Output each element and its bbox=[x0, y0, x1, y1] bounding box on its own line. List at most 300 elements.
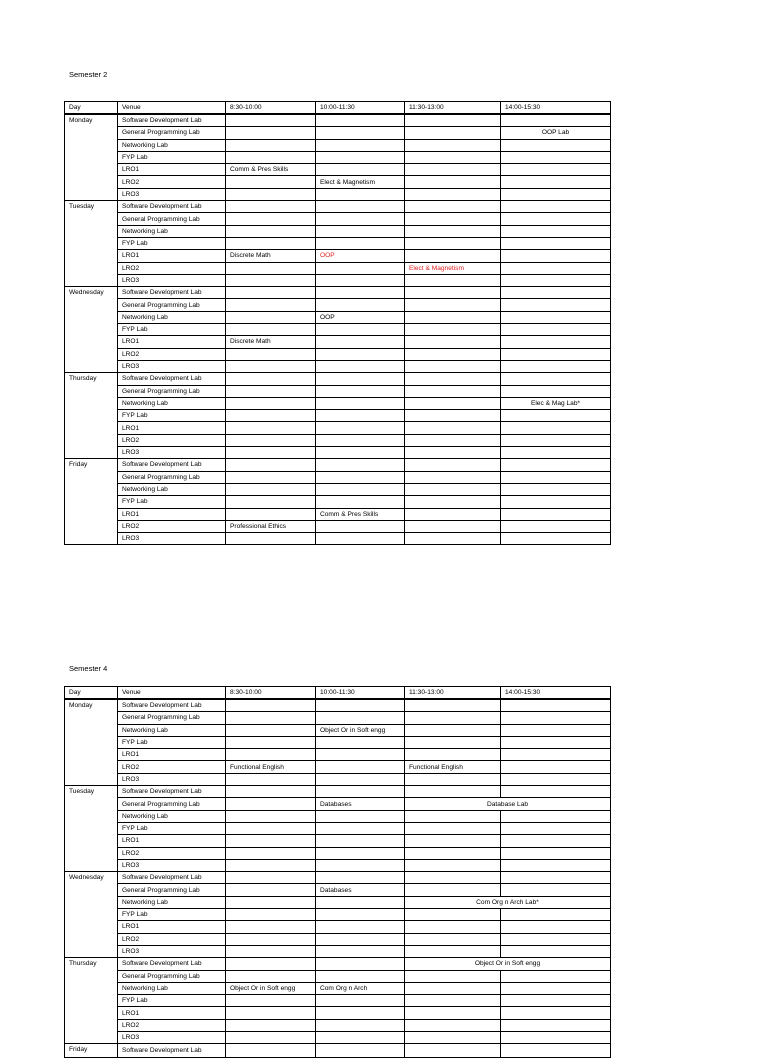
table-row bbox=[65, 127, 611, 139]
empty-cell bbox=[226, 995, 316, 1007]
empty-cell bbox=[226, 459, 316, 471]
venue-cell: General Programming Lab bbox=[118, 213, 226, 225]
venue-cell: FYP Lab bbox=[118, 151, 226, 163]
table-row bbox=[65, 1044, 611, 1057]
empty-cell bbox=[405, 847, 501, 859]
empty-cell bbox=[405, 835, 501, 847]
empty-cell bbox=[405, 712, 501, 724]
empty-cell bbox=[226, 151, 316, 163]
venue-cell: Software Development Lab bbox=[118, 114, 226, 127]
empty-cell bbox=[316, 483, 405, 495]
empty-cell bbox=[316, 933, 405, 945]
empty-cell bbox=[226, 311, 316, 323]
empty-cell bbox=[316, 324, 405, 336]
day-cell: Wednesday bbox=[65, 872, 118, 958]
empty-cell bbox=[226, 724, 316, 736]
empty-cell bbox=[316, 736, 405, 748]
header-cell: 10:00-11:30 bbox=[316, 687, 405, 700]
table-row bbox=[65, 201, 611, 213]
table-row bbox=[65, 995, 611, 1007]
empty-cell bbox=[226, 225, 316, 237]
venue-cell: FYP Lab bbox=[118, 822, 226, 834]
empty-cell bbox=[501, 859, 611, 871]
table-row bbox=[65, 749, 611, 761]
table-row bbox=[65, 385, 611, 397]
venue-cell: FYP Lab bbox=[118, 909, 226, 921]
venue-cell: LRO1 bbox=[118, 921, 226, 933]
empty-cell bbox=[405, 859, 501, 871]
empty-cell bbox=[405, 982, 501, 994]
empty-cell bbox=[226, 410, 316, 422]
empty-cell bbox=[501, 970, 611, 982]
day-cell: Tuesday bbox=[65, 201, 118, 287]
table-row bbox=[65, 373, 611, 385]
class-cell: Object Or in Soft engg bbox=[405, 958, 611, 970]
venue-cell: General Programming Lab bbox=[118, 299, 226, 311]
class-cell: Object Or in Soft engg bbox=[316, 724, 405, 736]
empty-cell bbox=[501, 360, 611, 372]
empty-cell bbox=[316, 188, 405, 200]
class-cell: Comm & Pres Skills bbox=[316, 508, 405, 520]
table-row bbox=[65, 982, 611, 994]
table-row bbox=[65, 176, 611, 188]
empty-cell bbox=[405, 385, 501, 397]
venue-cell: Networking Lab bbox=[118, 311, 226, 323]
empty-cell bbox=[405, 810, 501, 822]
venue-cell: LRO2 bbox=[118, 761, 226, 773]
header-cell: 14:00-15:30 bbox=[501, 687, 611, 700]
empty-cell bbox=[405, 410, 501, 422]
empty-cell bbox=[501, 237, 611, 249]
empty-cell bbox=[226, 237, 316, 249]
empty-cell bbox=[316, 348, 405, 360]
empty-cell bbox=[405, 786, 501, 798]
empty-cell bbox=[405, 176, 501, 188]
table-row bbox=[65, 520, 611, 532]
empty-cell bbox=[226, 188, 316, 200]
empty-cell bbox=[226, 822, 316, 834]
venue-cell: LRO3 bbox=[118, 945, 226, 957]
venue-cell: LRO2 bbox=[118, 933, 226, 945]
empty-cell bbox=[316, 749, 405, 761]
empty-cell bbox=[316, 201, 405, 213]
empty-cell bbox=[226, 798, 316, 810]
venue-cell: General Programming Lab bbox=[118, 385, 226, 397]
empty-cell bbox=[226, 847, 316, 859]
day-cell: Thursday bbox=[65, 373, 118, 459]
empty-cell bbox=[316, 909, 405, 921]
empty-cell bbox=[405, 213, 501, 225]
empty-cell bbox=[501, 749, 611, 761]
empty-cell bbox=[501, 151, 611, 163]
table-row bbox=[65, 434, 611, 446]
empty-cell bbox=[501, 1019, 611, 1031]
venue-cell: LRO3 bbox=[118, 447, 226, 459]
empty-cell bbox=[316, 237, 405, 249]
empty-cell bbox=[405, 114, 501, 127]
venue-cell: LRO1 bbox=[118, 164, 226, 176]
empty-cell bbox=[316, 822, 405, 834]
empty-cell bbox=[405, 909, 501, 921]
empty-cell bbox=[226, 385, 316, 397]
empty-cell bbox=[226, 447, 316, 459]
empty-cell bbox=[405, 164, 501, 176]
table-row bbox=[65, 299, 611, 311]
empty-cell bbox=[226, 299, 316, 311]
table-row bbox=[65, 798, 611, 810]
day-group-tuesday bbox=[65, 201, 611, 287]
empty-cell bbox=[226, 262, 316, 274]
empty-cell bbox=[405, 434, 501, 446]
table-row bbox=[65, 1032, 611, 1044]
table-row bbox=[65, 884, 611, 896]
empty-cell bbox=[316, 1019, 405, 1031]
empty-cell bbox=[226, 970, 316, 982]
empty-cell bbox=[405, 773, 501, 785]
class-cell: Professional Ethics bbox=[226, 520, 316, 532]
venue-cell: FYP Lab bbox=[118, 736, 226, 748]
venue-cell: LRO1 bbox=[118, 250, 226, 262]
empty-cell bbox=[226, 471, 316, 483]
empty-cell bbox=[501, 786, 611, 798]
venue-cell: Software Development Lab bbox=[118, 958, 226, 970]
empty-cell bbox=[226, 1032, 316, 1044]
table-row bbox=[65, 786, 611, 798]
day-group-wednesday bbox=[65, 287, 611, 373]
empty-cell bbox=[501, 736, 611, 748]
table-row bbox=[65, 533, 611, 545]
semester-2-timetable bbox=[64, 101, 611, 545]
empty-cell bbox=[405, 496, 501, 508]
empty-cell bbox=[501, 810, 611, 822]
venue-cell: Networking Lab bbox=[118, 397, 226, 409]
table-row bbox=[65, 1007, 611, 1019]
empty-cell bbox=[226, 348, 316, 360]
table-row bbox=[65, 872, 611, 884]
empty-cell bbox=[316, 1007, 405, 1019]
empty-cell bbox=[226, 324, 316, 336]
empty-cell bbox=[501, 422, 611, 434]
empty-cell bbox=[501, 1007, 611, 1019]
empty-cell bbox=[405, 274, 501, 286]
day-group-thursday bbox=[65, 373, 611, 459]
empty-cell bbox=[316, 712, 405, 724]
table-row bbox=[65, 508, 611, 520]
venue-cell: LRO2 bbox=[118, 847, 226, 859]
empty-cell bbox=[501, 483, 611, 495]
empty-cell bbox=[501, 835, 611, 847]
class-cell: OOP bbox=[316, 250, 405, 262]
empty-cell bbox=[405, 422, 501, 434]
venue-cell: LRO2 bbox=[118, 434, 226, 446]
empty-cell bbox=[316, 1044, 405, 1057]
empty-cell bbox=[405, 945, 501, 957]
venue-cell: Networking Lab bbox=[118, 810, 226, 822]
class-cell: Databases bbox=[316, 798, 405, 810]
empty-cell bbox=[316, 699, 405, 712]
empty-cell bbox=[316, 422, 405, 434]
empty-cell bbox=[226, 422, 316, 434]
table-row bbox=[65, 225, 611, 237]
empty-cell bbox=[501, 1044, 611, 1057]
empty-cell bbox=[316, 164, 405, 176]
empty-cell bbox=[226, 508, 316, 520]
empty-cell bbox=[316, 410, 405, 422]
empty-cell bbox=[405, 995, 501, 1007]
empty-cell bbox=[405, 1032, 501, 1044]
empty-cell bbox=[501, 761, 611, 773]
empty-cell bbox=[405, 1007, 501, 1019]
table-row bbox=[65, 724, 611, 736]
empty-cell bbox=[501, 884, 611, 896]
empty-cell bbox=[405, 250, 501, 262]
table-row bbox=[65, 360, 611, 372]
day-group-friday bbox=[65, 459, 611, 545]
empty-cell bbox=[226, 859, 316, 871]
table-row bbox=[65, 250, 611, 262]
empty-cell bbox=[316, 114, 405, 127]
empty-cell bbox=[316, 151, 405, 163]
class-cell: Databases bbox=[316, 884, 405, 896]
empty-cell bbox=[226, 483, 316, 495]
empty-cell bbox=[226, 127, 316, 139]
venue-cell: FYP Lab bbox=[118, 237, 226, 249]
class-cell: Elec & Mag Lab* bbox=[501, 397, 611, 409]
table-row bbox=[65, 933, 611, 945]
venue-cell: LRO3 bbox=[118, 533, 226, 545]
empty-cell bbox=[226, 533, 316, 545]
class-cell: Com Org n Arch bbox=[316, 982, 405, 994]
empty-cell bbox=[405, 237, 501, 249]
empty-cell bbox=[316, 872, 405, 884]
empty-cell bbox=[501, 434, 611, 446]
table-row bbox=[65, 483, 611, 495]
empty-cell bbox=[405, 520, 501, 532]
venue-cell: Software Development Lab bbox=[118, 699, 226, 712]
empty-cell bbox=[316, 287, 405, 299]
table-row bbox=[65, 114, 611, 127]
empty-cell bbox=[405, 736, 501, 748]
empty-cell bbox=[405, 699, 501, 712]
empty-cell bbox=[405, 127, 501, 139]
class-cell: OOP bbox=[316, 311, 405, 323]
venue-cell: Software Development Lab bbox=[118, 459, 226, 471]
empty-cell bbox=[226, 921, 316, 933]
table-row bbox=[65, 447, 611, 459]
empty-cell bbox=[405, 483, 501, 495]
venue-cell: Software Development Lab bbox=[118, 287, 226, 299]
header-cell: Day bbox=[65, 102, 118, 115]
venue-cell: General Programming Lab bbox=[118, 471, 226, 483]
venue-cell: LRO1 bbox=[118, 508, 226, 520]
empty-cell bbox=[316, 274, 405, 286]
empty-cell bbox=[226, 213, 316, 225]
table-row bbox=[65, 422, 611, 434]
empty-cell bbox=[316, 434, 405, 446]
table-row bbox=[65, 213, 611, 225]
venue-cell: LRO3 bbox=[118, 1032, 226, 1044]
empty-cell bbox=[501, 982, 611, 994]
empty-cell bbox=[316, 958, 405, 970]
table-row bbox=[65, 397, 611, 409]
empty-cell bbox=[405, 749, 501, 761]
empty-cell bbox=[226, 287, 316, 299]
empty-cell bbox=[316, 336, 405, 348]
venue-cell: FYP Lab bbox=[118, 496, 226, 508]
table-row bbox=[65, 712, 611, 724]
venue-cell: FYP Lab bbox=[118, 995, 226, 1007]
table-row bbox=[65, 958, 611, 970]
venue-cell: General Programming Lab bbox=[118, 970, 226, 982]
table-row bbox=[65, 237, 611, 249]
empty-cell bbox=[226, 360, 316, 372]
class-cell: Functional English bbox=[405, 761, 501, 773]
empty-cell bbox=[405, 872, 501, 884]
class-cell: Com Org n Arch Lab* bbox=[405, 896, 611, 908]
header-row bbox=[65, 687, 611, 700]
table-row bbox=[65, 810, 611, 822]
empty-cell bbox=[226, 736, 316, 748]
empty-cell bbox=[316, 995, 405, 1007]
empty-cell bbox=[501, 311, 611, 323]
empty-cell bbox=[501, 773, 611, 785]
empty-cell bbox=[316, 859, 405, 871]
empty-cell bbox=[501, 995, 611, 1007]
header-row bbox=[65, 102, 611, 115]
empty-cell bbox=[405, 724, 501, 736]
empty-cell bbox=[501, 274, 611, 286]
empty-cell bbox=[405, 1019, 501, 1031]
day-group-monday bbox=[65, 699, 611, 786]
empty-cell bbox=[405, 324, 501, 336]
empty-cell bbox=[316, 970, 405, 982]
venue-cell: General Programming Lab bbox=[118, 127, 226, 139]
empty-cell bbox=[405, 921, 501, 933]
empty-cell bbox=[501, 164, 611, 176]
venue-cell: LRO3 bbox=[118, 773, 226, 785]
venue-cell: LRO1 bbox=[118, 835, 226, 847]
empty-cell bbox=[226, 1044, 316, 1057]
table-row bbox=[65, 736, 611, 748]
empty-cell bbox=[501, 459, 611, 471]
empty-cell bbox=[405, 884, 501, 896]
header-cell: Venue bbox=[118, 687, 226, 700]
table-row bbox=[65, 188, 611, 200]
empty-cell bbox=[405, 336, 501, 348]
venue-cell: FYP Lab bbox=[118, 410, 226, 422]
table-row bbox=[65, 773, 611, 785]
class-cell: Discrete Math bbox=[226, 250, 316, 262]
venue-cell: Software Development Lab bbox=[118, 373, 226, 385]
empty-cell bbox=[405, 533, 501, 545]
empty-cell bbox=[501, 822, 611, 834]
day-group-thursday bbox=[65, 958, 611, 1044]
venue-cell: LRO2 bbox=[118, 348, 226, 360]
table-row bbox=[65, 471, 611, 483]
empty-cell bbox=[316, 127, 405, 139]
class-cell: OOP Lab bbox=[501, 127, 611, 139]
venue-cell: General Programming Lab bbox=[118, 798, 226, 810]
empty-cell bbox=[316, 262, 405, 274]
empty-cell bbox=[226, 810, 316, 822]
header-cell: Venue bbox=[118, 102, 226, 115]
empty-cell bbox=[226, 434, 316, 446]
empty-cell bbox=[226, 373, 316, 385]
empty-cell bbox=[316, 471, 405, 483]
empty-cell bbox=[501, 847, 611, 859]
empty-cell bbox=[226, 933, 316, 945]
table-row bbox=[65, 262, 611, 274]
venue-cell: LRO1 bbox=[118, 422, 226, 434]
empty-cell bbox=[226, 201, 316, 213]
empty-cell bbox=[405, 360, 501, 372]
empty-cell bbox=[316, 786, 405, 798]
empty-cell bbox=[226, 786, 316, 798]
empty-cell bbox=[316, 773, 405, 785]
day-cell: Friday bbox=[65, 459, 118, 545]
venue-cell: FYP Lab bbox=[118, 324, 226, 336]
empty-cell bbox=[405, 139, 501, 151]
table-row bbox=[65, 164, 611, 176]
table-row bbox=[65, 348, 611, 360]
venue-cell: LRO3 bbox=[118, 360, 226, 372]
table-row bbox=[65, 822, 611, 834]
table-row bbox=[65, 761, 611, 773]
empty-cell bbox=[226, 958, 316, 970]
table-row bbox=[65, 1019, 611, 1031]
table-row bbox=[65, 459, 611, 471]
day-cell: Thursday bbox=[65, 958, 118, 1044]
empty-cell bbox=[405, 299, 501, 311]
empty-cell bbox=[226, 176, 316, 188]
empty-cell bbox=[316, 139, 405, 151]
header-cell: 11:30-13:00 bbox=[405, 687, 501, 700]
semester-2-title: Semester 2 bbox=[69, 70, 108, 79]
empty-cell bbox=[226, 274, 316, 286]
empty-cell bbox=[226, 835, 316, 847]
empty-cell bbox=[226, 1007, 316, 1019]
class-cell: Comm & Pres Skills bbox=[226, 164, 316, 176]
table-row bbox=[65, 970, 611, 982]
table-row bbox=[65, 859, 611, 871]
empty-cell bbox=[405, 447, 501, 459]
day-group-tuesday bbox=[65, 786, 611, 872]
venue-cell: Networking Lab bbox=[118, 896, 226, 908]
day-cell: Monday bbox=[65, 114, 118, 201]
empty-cell bbox=[501, 139, 611, 151]
empty-cell bbox=[501, 508, 611, 520]
empty-cell bbox=[316, 360, 405, 372]
empty-cell bbox=[405, 970, 501, 982]
table-row bbox=[65, 287, 611, 299]
table-row bbox=[65, 496, 611, 508]
table-row bbox=[65, 835, 611, 847]
class-cell: Database Lab bbox=[405, 798, 611, 810]
empty-cell bbox=[405, 151, 501, 163]
empty-cell bbox=[501, 933, 611, 945]
venue-cell: Software Development Lab bbox=[118, 872, 226, 884]
empty-cell bbox=[405, 933, 501, 945]
empty-cell bbox=[501, 724, 611, 736]
empty-cell bbox=[501, 447, 611, 459]
empty-cell bbox=[316, 397, 405, 409]
empty-cell bbox=[405, 471, 501, 483]
table-row bbox=[65, 847, 611, 859]
empty-cell bbox=[316, 213, 405, 225]
table-row bbox=[65, 311, 611, 323]
header-cell: 8:30-10:00 bbox=[226, 687, 316, 700]
venue-cell: LRO3 bbox=[118, 188, 226, 200]
